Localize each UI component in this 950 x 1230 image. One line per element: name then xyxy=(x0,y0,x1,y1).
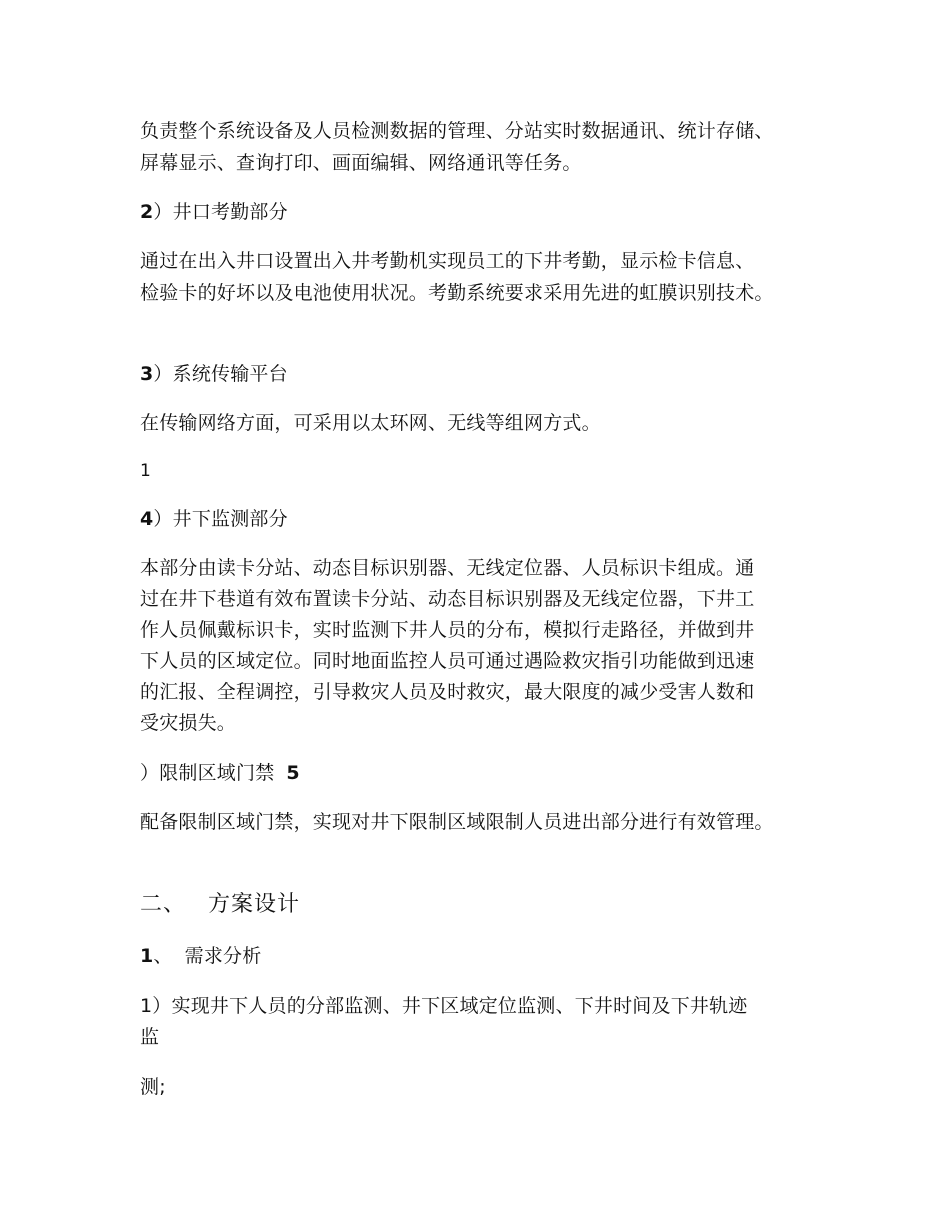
paragraph-line: 下人员的区域定位。同时地面监控人员可通过遇险救灾指引功能做到迅速 xyxy=(140,650,755,672)
subheading-text: ）井下监测部分 xyxy=(153,508,288,530)
subheading-5 xyxy=(140,758,300,788)
subheading-number: 4 xyxy=(140,508,154,530)
subheading-number: 5 xyxy=(286,762,300,784)
subheading-4 xyxy=(140,504,288,534)
paragraph-line: 配备限制区域门禁，实现对井下限制区域限制人员进出部分进行有效管理。 xyxy=(140,811,774,833)
subheading-number: 2 xyxy=(140,201,154,223)
requirement-line: 测; xyxy=(140,1076,166,1098)
paragraph-line: 受灾损失。 xyxy=(140,712,237,734)
paragraph-line: 过在井下巷道有效布置读卡分站、动态目标识别器及无线定位器，下井工 xyxy=(140,588,755,610)
subheading-text: ）井口考勤部分 xyxy=(153,201,288,223)
subheading-3 xyxy=(140,359,288,389)
subheading-text: ）限制区域门禁 xyxy=(140,762,275,784)
section-number: 二、 xyxy=(140,892,187,917)
section-heading xyxy=(140,890,300,920)
section-title: 方案设计 xyxy=(208,892,301,917)
subheading-text: ）系统传输平台 xyxy=(153,363,288,385)
paragraph-line: 检验卡的好坏以及电池使用状况。考勤系统要求采用先进的虹膜识别技术。 xyxy=(140,282,774,304)
subheading-number: 3 xyxy=(140,363,154,385)
subsection-number: 1 xyxy=(140,945,154,967)
paragraph-line: 通过在出入井口设置出入井考勤机实现员工的下井考勤，显示检卡信息、 xyxy=(140,250,755,272)
paragraph-line: 本部分由读卡分站、动态目标识别器、无线定位器、人员标识卡组成。通 xyxy=(140,557,755,579)
paragraph-line: 作人员佩戴标识卡，实时监测下井人员的分布，模拟行走路径，并做到井 xyxy=(140,619,755,641)
paragraph-line: 负责整个系统设备及人员检测数据的管理、分站实时数据通讯、统计存储、 xyxy=(140,120,774,142)
requirement-line: 1）实现井下人员的分部监测、井下区域定位监测、下井时间及下井轨迹 xyxy=(140,995,748,1017)
requirement-line: 监 xyxy=(140,1026,160,1048)
paragraph-line: 的汇报、全程调控，引导救灾人员及时救灾，最大限度的减少受害人数和 xyxy=(140,681,755,703)
subheading-2 xyxy=(140,197,288,227)
subsection-separator: 、 xyxy=(153,945,173,967)
subsection-title: 需求分析 xyxy=(184,945,262,967)
paragraph-line: 在传输网络方面，可采用以太环网、无线等组网方式。 xyxy=(140,412,601,434)
subsection-heading xyxy=(140,941,261,971)
page-number: 1 xyxy=(140,461,152,481)
paragraph-line: 屏幕显示、查询打印、画面编辑、网络通讯等任务。 xyxy=(140,152,582,174)
